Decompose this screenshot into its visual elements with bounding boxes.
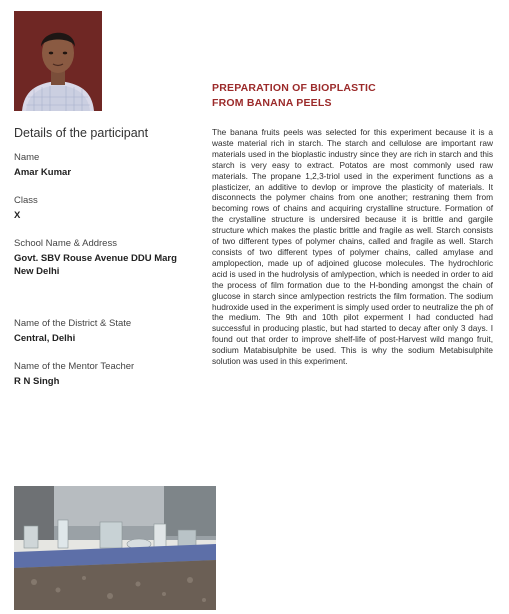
field-district-value: Central, Delhi bbox=[14, 333, 76, 344]
field-mentor-value: R N Singh bbox=[14, 376, 60, 387]
field-class-label: Class bbox=[14, 195, 38, 206]
details-heading: Details of the participant bbox=[14, 126, 149, 140]
article-title-line-1: PREPARATION OF BIOPLASTIC bbox=[212, 82, 376, 94]
field-district-label: Name of the District & State bbox=[14, 318, 132, 329]
lab-photo bbox=[14, 486, 216, 610]
article-title-line-2: FROM BANANA PEELS bbox=[212, 97, 332, 109]
field-name-value: Amar Kumar bbox=[14, 167, 72, 178]
field-school-value-line-1: Govt. SBV Rouse Avenue DDU Marg bbox=[14, 253, 177, 264]
field-school-value-line-2: New Delhi bbox=[14, 266, 60, 277]
field-class-value: X bbox=[14, 210, 21, 221]
participant-photo bbox=[14, 11, 102, 111]
field-name-label: Name bbox=[14, 152, 40, 163]
field-district bbox=[14, 317, 204, 345]
field-mentor-label: Name of the Mentor Teacher bbox=[14, 361, 135, 372]
field-name bbox=[14, 151, 204, 179]
participant-portrait-image bbox=[14, 11, 102, 111]
participant-details bbox=[14, 126, 204, 403]
field-class bbox=[14, 194, 204, 222]
field-mentor bbox=[14, 360, 204, 388]
field-school bbox=[14, 237, 204, 278]
field-school-label: School Name & Address bbox=[14, 238, 117, 249]
article-title bbox=[212, 81, 492, 111]
article-body: The banana fruits peels was selected for this experiment because it is a waste material rich in starch. The starch and cellulose are important raw materials used in the bioplastic industry since they are rich in starch and this starch is very easy to extract. Potatos are most commonly used raw materials. The propane 1,2,3-triol used in the experiment functions as a plasticizer, an additive to devlop or improve the plasticity of materials. It disconnects the polymer chains from one another; restraning them from becoming rows of chains and acquiring crystalline structure. Formation of the crystalline structure is undersired because it is brittle and gargile structure which makes the plastic brittle and fragile as well. Starch consists of two different types of polymer chains, called and fragile as well. Starch consists of two different types of polymer chains, called amylase and amplopection, made up of adjoined glucose molecules. The hydrochloric acid is used in the hudrolysis of amlypection, which is needed in order to aid the process of film formation due to the H-bonding amongst the chain of glucose in starch since amlypection restricts the film formation. The sodium hudroxide used in the experiment is simply used order to neutralize the ph of the medium. The 9th and 10th pilot experment I had conducted had successful in producing plastic, but had started to decay after only 3 days. I found out that order to improve shelf-life of post-Harvest wild mango fruit, sodium Matabisulphite be used. This is why the sodium Metabisulphite solution was used in this experiment. bbox=[212, 127, 493, 367]
lab-experiment-image bbox=[14, 486, 216, 610]
